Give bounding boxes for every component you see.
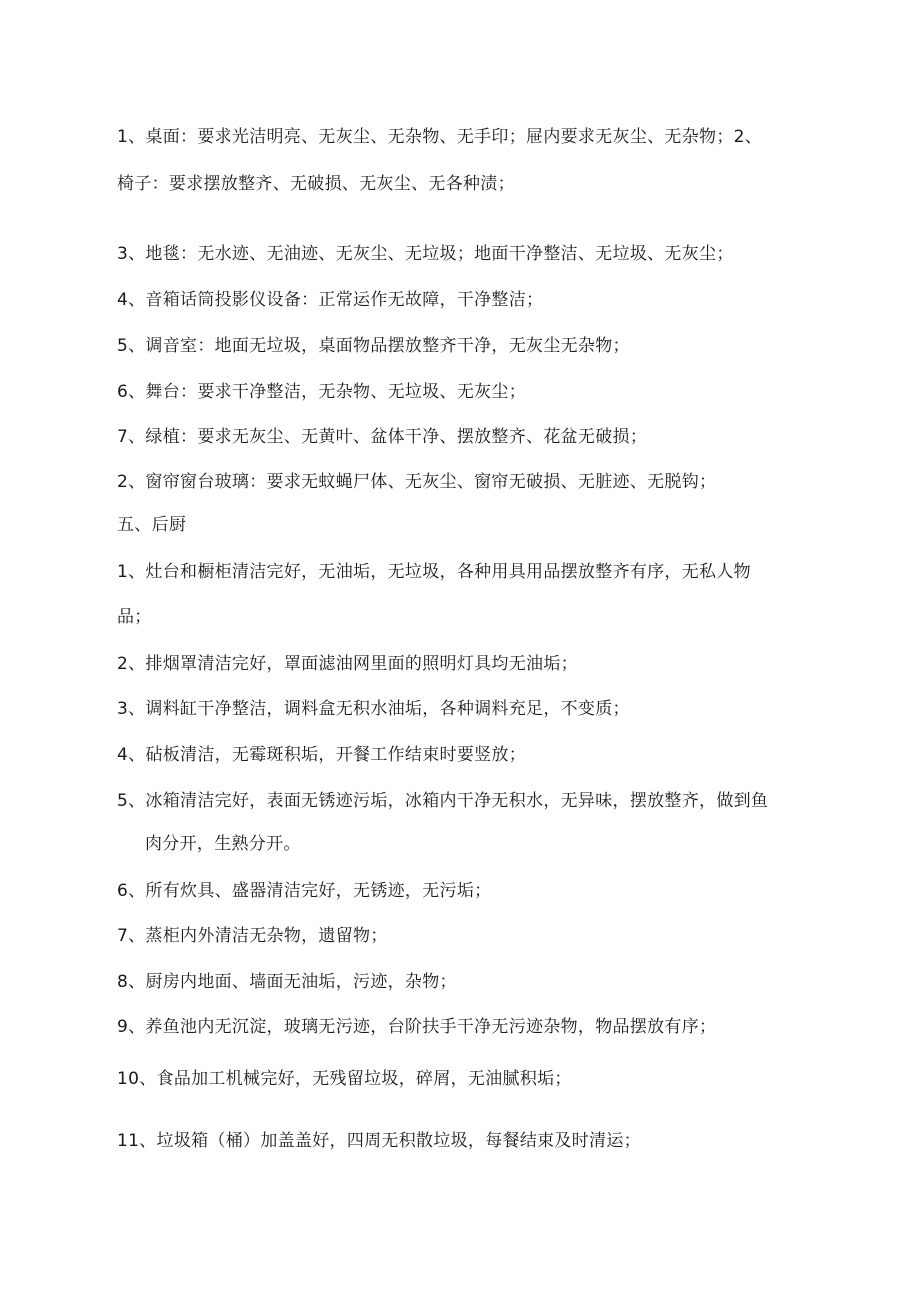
text-line-10: 品； (117, 607, 152, 627)
text-line-19: 9、养鱼池内无沉淀，玻璃无污迹，台阶扶手干净无污迹杂物，物品摆放有序； (117, 1017, 717, 1037)
text-line-7: 7、绿植：要求无灰尘、无黄叶、盆体干净、摆放整齐、花盆无破损； (117, 427, 648, 447)
text-line-3: 3、地毯：无水迹、无油迹、无灰尘、无垃圾；地面干净整洁、无垃圾、无灰尘； (117, 244, 734, 264)
text-line-14: 5、冰箱清洁完好，表面无锈迹污垢，冰箱内干净无积水，无异味，摆放整齐，做到鱼 (117, 791, 769, 811)
text-line-2: 椅子：要求摆放整齐、无破损、无灰尘、无各种渍； (117, 174, 515, 194)
text-line-11: 2、排烟罩清洁完好，罩面滤油网里面的照明灯具均无油垢； (117, 654, 578, 674)
text-line-13: 4、砧板清洁，无霉斑积垢，开餐工作结束时要竖放； (117, 745, 527, 765)
text-line-5: 5、调音室：地面无垃圾，桌面物品摆放整齐干净，无灰尘无杂物； (117, 336, 630, 356)
text-line-1: 1、桌面：要求光洁明亮、无灰尘、无杂物、无手印；屉内要求无灰尘、无杂物；2、 (117, 127, 763, 147)
text-line-4: 4、音箱话筒投影仪设备：正常运作无故障，干净整洁； (117, 290, 544, 310)
text-line-16: 6、所有炊具、盛器清洁完好，无锈迹，无污垢； (117, 881, 492, 901)
text-line-18: 8、厨房内地面、墙面无油垢，污迹，杂物； (117, 972, 457, 992)
text-line-21: 11、垃圾箱（桶）加盖盖好，四周无积散垃圾，每餐结束及时清运； (117, 1131, 641, 1151)
text-line-8: 2、窗帘窗台玻璃：要求无蚊蝇尸体、无灰尘、窗帘无破损、无脏迹、无脱钩； (117, 472, 717, 492)
text-line-6: 6、舞台：要求干净整洁，无杂物、无垃圾、无灰尘； (117, 382, 527, 402)
text-line-12: 3、调料缸干净整洁，调料盒无积水油垢，各种调料充足，不变质； (117, 699, 630, 719)
text-line-15: 肉分开，生熟分开。 (145, 834, 301, 854)
text-line-9: 1、灶台和橱柜清洁完好，无油垢，无垃圾，各种用具用品摆放整齐有序，无私人物 (117, 562, 751, 582)
section-heading: 五、后厨 (117, 515, 187, 535)
text-line-17: 7、蒸柜内外清洁无杂物，遗留物； (117, 926, 388, 946)
text-line-20: 10、食品加工机械完好，无残留垃圾，碎屑，无油腻积垢； (117, 1069, 572, 1089)
